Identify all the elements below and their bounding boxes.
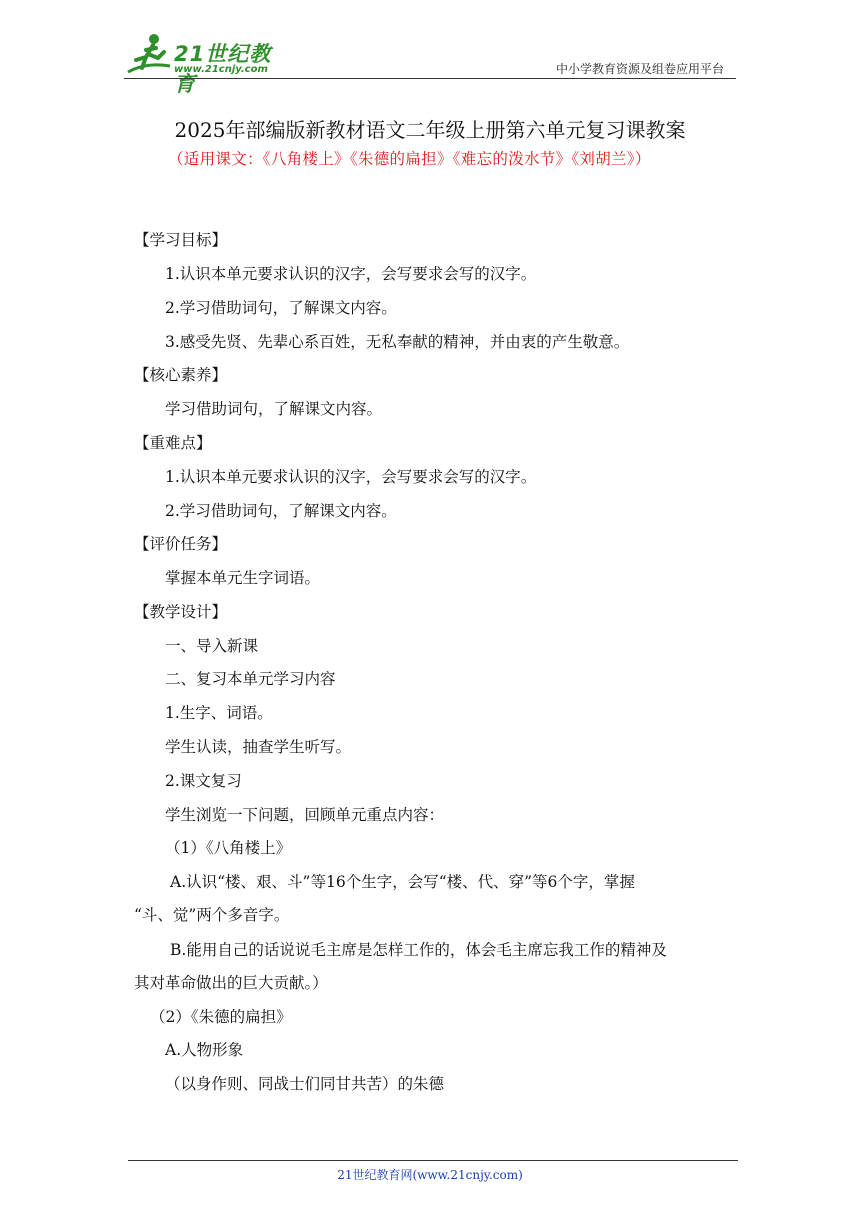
text-line: A.人物形象 (165, 1041, 244, 1059)
text-line: A.认识“楼、艰、斗”等16个生字，会写“楼、代、穿”等6个字，掌握 (170, 873, 635, 891)
text-line: （1）《八角楼上》 (165, 839, 292, 857)
text-line: 1.生字、词语。 (165, 704, 273, 722)
text-line: 2.学习借助词句，了解课文内容。 (165, 502, 397, 520)
text-line: B.能用自己的话说说毛主席是怎样工作的，体会毛主席忘我工作的精神及 (170, 941, 667, 959)
text-line: 一、导入新课 (165, 637, 259, 655)
section-heading: 【评价任务】 (134, 535, 228, 553)
header-divider (124, 78, 736, 79)
text-line: 学生认读，抽查学生听写。 (165, 738, 352, 756)
section-heading: 【教学设计】 (134, 603, 228, 621)
applicable-lessons-subtitle: （适用课文：《八角楼上》《朱德的扁担》《难忘的泼水节》《刘胡兰》） (168, 150, 651, 168)
logo-url-text: www.21cnjy.com (174, 64, 268, 75)
section-heading: 【核心素养】 (134, 366, 228, 384)
text-line: 二、复习本单元学习内容 (165, 670, 336, 688)
section-heading: 【重难点】 (134, 434, 212, 452)
logo-brand-text: 21世纪教育 (174, 42, 272, 96)
text-line: 学习借助词句，了解课文内容。 (165, 400, 383, 418)
footer-divider (128, 1160, 738, 1161)
text-line: 其对革命做出的巨大贡献。） (134, 974, 328, 992)
text-line: 3.感受先贤、先辈心系百姓，无私奉献的精神，并由衷的产生敬意。 (165, 333, 630, 351)
text-line: 1.认识本单元要求认识的汉字，会写要求会写的汉字。 (165, 468, 537, 486)
page-header (124, 28, 736, 96)
footer-site-text: 21世纪教育网(www.21cnjy.com) (337, 1168, 523, 1182)
site-logo (124, 32, 289, 96)
document-title: 2025年部编版新教材语文二年级上册第六单元复习课教案 (174, 118, 686, 142)
text-line: （2）《朱德的扁担》 (150, 1008, 292, 1026)
text-line: 掌握本单元生字词语。 (165, 569, 321, 587)
text-line: 学生浏览一下问题，回顾单元重点内容： (165, 806, 445, 824)
text-line: “斗、觉”两个多音字。 (134, 906, 290, 924)
text-line: 2.学习借助词句，了解课文内容。 (165, 299, 397, 317)
text-line: 2.课文复习 (165, 772, 242, 790)
text-line: （以身作则、同战士们同甘共苦）的朱德 (165, 1075, 445, 1093)
text-line: 1.认识本单元要求认识的汉字，会写要求会写的汉字。 (165, 265, 537, 283)
runner-logo-icon (124, 32, 174, 76)
platform-label: 中小学教育资源及组卷应用平台 (555, 62, 724, 76)
section-heading: 【学习目标】 (134, 231, 228, 249)
